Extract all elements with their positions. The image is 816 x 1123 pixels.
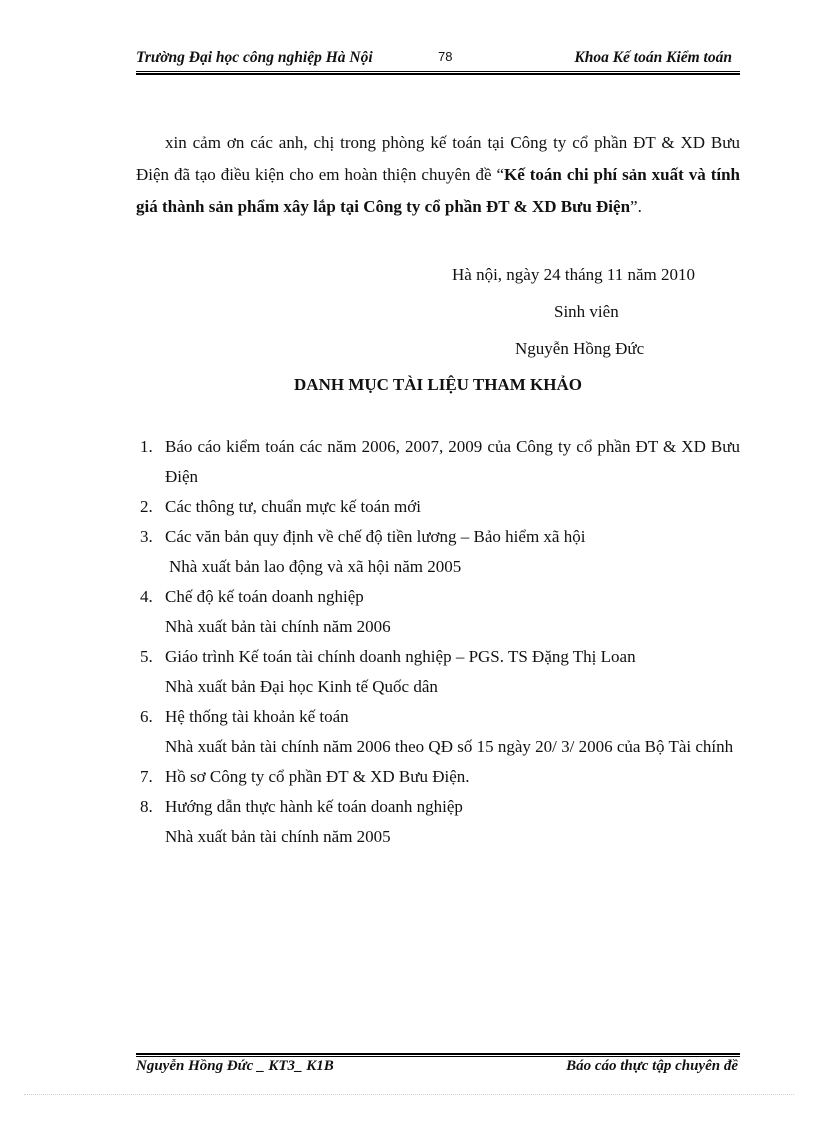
reference-title: Các thông tư, chuẩn mực kế toán mới <box>165 497 421 516</box>
ack-text-before: xin cảm ơn các anh, chị trong phòng kế toán tại Công ty cổ phần ĐT & XD Bưu Điện đã tạo điều kiện cho em hoàn thiện chuyên đề “ <box>136 133 740 184</box>
header-department: Khoa Kế toán Kiểm toán <box>574 49 732 66</box>
reference-item <box>136 492 740 522</box>
references-title: DANH MỤC TÀI LIỆU THAM KHẢO <box>294 375 582 394</box>
reference-item <box>136 762 740 792</box>
header-rule <box>136 71 740 72</box>
reference-publisher: Nhà xuất bản tài chính năm 2006 theo QĐ số 15 ngày 20/ 3/ 2006 của Bộ Tài chính <box>165 737 734 756</box>
page-number: 78 <box>438 49 453 64</box>
reference-number: 6. <box>140 707 153 726</box>
reference-publisher: Nhà xuất bản lao động và xã hội năm 2005 <box>169 557 462 576</box>
ack-bold-title: Kế toán chi phí sản xuất và tính giá thành sản phẩm xây lắp tại Công ty cổ phần ĐT & XD Bưu Điện <box>136 165 740 216</box>
page-footer <box>136 1058 740 1080</box>
signature-name: Nguyễn Hồng Đức <box>515 339 645 358</box>
reference-title: Giáo trình Kế toán tài chính doanh nghiệp – PGS. TS Đặng Thị Loan <box>165 647 636 666</box>
reference-number: 3. <box>140 527 153 546</box>
reference-number: 2. <box>140 497 153 516</box>
reference-number: 4. <box>140 587 153 606</box>
header-school: Trường Đại học công nghiệp Hà Nội <box>136 49 373 66</box>
reference-item <box>136 702 740 762</box>
footer-author: Nguyễn Hồng Đức _ KT3_ K1B <box>136 1058 334 1074</box>
acknowledgement-paragraph <box>136 127 740 223</box>
reference-item <box>136 642 740 702</box>
page-header <box>136 49 740 69</box>
footer-rule <box>136 1056 740 1057</box>
reference-number: 5. <box>140 647 153 666</box>
reference-number: 8. <box>140 797 153 816</box>
header-rule-thick <box>136 73 740 75</box>
page-edge-dotted-line <box>24 1094 794 1095</box>
footer-rule-thick <box>136 1053 740 1055</box>
reference-title: Báo cáo kiểm toán các năm 2006, 2007, 2009 của Công ty cổ phần ĐT & XD Bưu Điện <box>165 437 740 486</box>
reference-item <box>136 582 740 642</box>
reference-title: Hướng dẫn thực hành kế toán doanh nghiệp <box>165 797 463 816</box>
reference-title: Hệ thống tài khoản kế toán <box>165 707 349 726</box>
reference-number: 7. <box>140 767 153 786</box>
reference-title: Chế độ kế toán doanh nghiệp <box>165 587 364 606</box>
reference-title: Hồ sơ Công ty cổ phần ĐT & XD Bưu Điện. <box>165 767 470 786</box>
references-list <box>136 432 740 852</box>
reference-title: Các văn bản quy định về chế độ tiền lương – Bảo hiểm xã hội <box>165 527 586 546</box>
reference-publisher: Nhà xuất bản tài chính năm 2006 <box>165 617 391 636</box>
footer-report-title: Báo cáo thực tập chuyên đề <box>566 1058 738 1074</box>
reference-item <box>136 522 740 582</box>
ack-text-after: ”. <box>630 197 642 216</box>
signature-date: Hà nội, ngày 24 tháng 11 năm 2010 <box>452 265 695 284</box>
reference-item <box>136 432 740 492</box>
reference-publisher: Nhà xuất bản tài chính năm 2005 <box>165 827 391 846</box>
reference-publisher: Nhà xuất bản Đại học Kinh tế Quốc dân <box>165 677 438 696</box>
signature-role: Sinh viên <box>554 302 619 321</box>
reference-item <box>136 792 740 852</box>
reference-number: 1. <box>140 437 153 456</box>
